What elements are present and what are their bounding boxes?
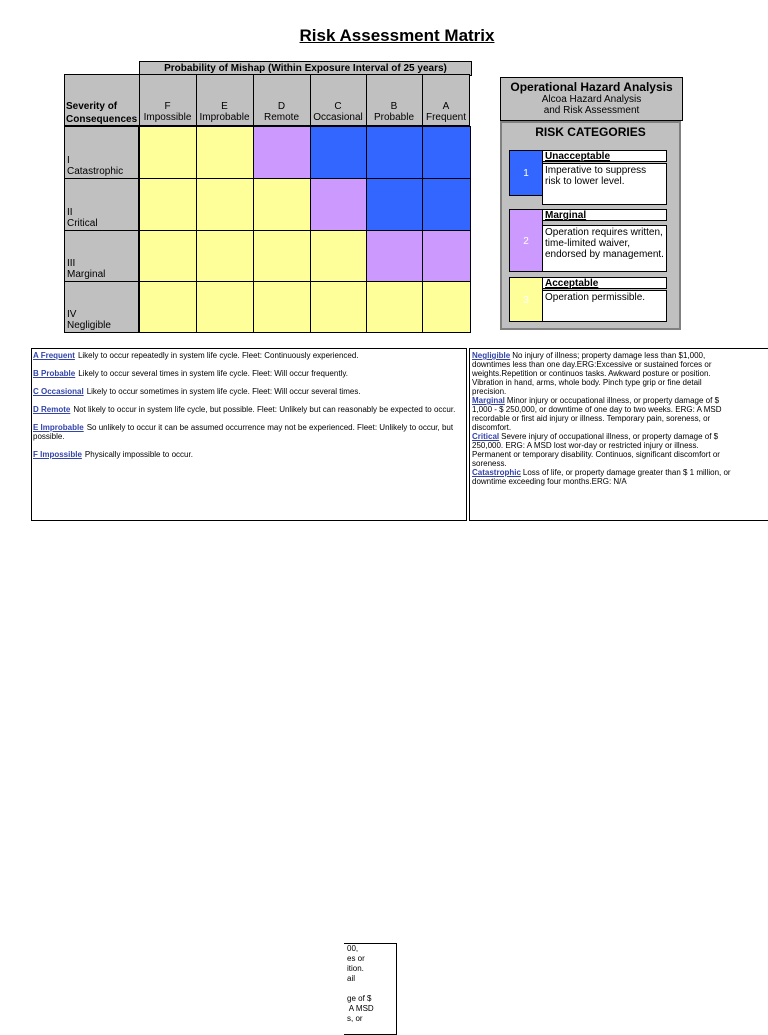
probability-definition [33, 423, 466, 441]
category-2-swatch: 2 [509, 209, 543, 272]
severity-header-line1: Severity of [66, 101, 118, 112]
matrix-cell [310, 230, 367, 282]
category-3-label: Acceptable [542, 277, 667, 289]
matrix-cell [422, 230, 471, 282]
column-letter: B [390, 101, 398, 112]
fragment-line: ition. [347, 964, 364, 973]
matrix-cell [366, 178, 423, 231]
matrix-cell [253, 178, 311, 231]
severity-header-line2: Consequences [66, 114, 138, 125]
severity-definitions [469, 348, 768, 521]
definition-text: Minor injury or occupational illness, or property damage of $ 1,000 - $ 250,000, or downtime of one day to two weeks. ERG: A MSD recordable or first aid injury or illness. Temporary pain, soreness, or discomfort. [472, 396, 722, 432]
column-letter: C [334, 101, 342, 112]
category-1-desc: Imperative to suppress risk to lower level. [542, 163, 667, 205]
matrix-cell [366, 281, 423, 333]
probability-definition [33, 387, 466, 396]
row-label: I Catastrophic [67, 155, 124, 177]
overflow-fragment [344, 943, 397, 1035]
definition-text: Not likely to occur in system life cycle, but possible. Fleet: Unlikely but can reasonably be expected to occur. [73, 405, 456, 414]
probability-definition [33, 405, 466, 414]
matrix-cell [310, 126, 367, 179]
severity-header [66, 100, 137, 126]
column-divider [366, 74, 367, 126]
category-2-label: Marginal [542, 209, 667, 221]
column-name: Occasional [313, 112, 363, 123]
oha-box [500, 77, 683, 121]
column-divider [196, 74, 197, 126]
oha-subtitle-1: Alcoa Hazard Analysis [541, 94, 642, 105]
matrix-cell [366, 230, 423, 282]
matrix-cell [422, 281, 471, 333]
matrix-cell [366, 126, 423, 179]
column-name: Remote [263, 112, 299, 123]
fragment-line: es or [347, 954, 365, 963]
fragment-line: s, or [347, 1014, 363, 1023]
row-header-catastrophic [64, 126, 139, 179]
definition-term: C Occasional [33, 387, 84, 396]
matrix-cell [139, 178, 197, 231]
page-title: Risk Assessment Matrix [299, 26, 495, 45]
definition-text: No injury of illness; property damage less than $1,000, downtimes less than one day.ERG:Excessive or sustained forces or weights.Repetition or continuos tasks. Awkward posture or position. Vibration in hand, arms, whole body. Pinch type grip or fine detail precision. [472, 351, 712, 396]
matrix-cell [139, 126, 197, 179]
definition-term: A Frequent [33, 351, 75, 360]
definition-term: Negligible [472, 351, 511, 360]
severity-definition [472, 468, 732, 486]
probability-definitions [31, 348, 467, 521]
definition-text: Likely to occur repeatedly in system life cycle. Fleet: Continuously experienced. [77, 351, 359, 360]
matrix-cell [422, 178, 471, 231]
column-header-improbable [196, 101, 253, 123]
probability-header: Probability of Mishap (Within Exposure Interval of 25 years) [139, 61, 472, 76]
matrix-cell [139, 230, 197, 282]
probability-definition [33, 369, 466, 378]
category-2-desc: Operation requires written, time-limited waiver, endorsed by management. [542, 225, 667, 272]
matrix-cell [310, 281, 367, 333]
matrix-cell [422, 126, 471, 179]
column-divider [253, 74, 254, 126]
column-divider [310, 74, 311, 126]
matrix-cell [253, 230, 311, 282]
definition-text: So unlikely to occur it can be assumed occurrence may not be experienced. Fleet: Unlikely to occur, but possible. [33, 423, 454, 441]
matrix-cell [253, 281, 311, 333]
risk-categories-title: RISK CATEGORIES [535, 125, 646, 139]
definition-term: F Impossible [33, 450, 82, 459]
column-letter: A [442, 101, 450, 112]
row-header-negligible [64, 281, 139, 333]
definition-text: Likely to occur sometimes in system life cycle. Fleet: Will occur several times. [86, 387, 361, 396]
matrix-cell [139, 281, 197, 333]
fragment-line: 00, [347, 944, 359, 953]
category-3-swatch: 3 [509, 277, 543, 322]
severity-definition [472, 396, 732, 432]
matrix-cell [196, 126, 254, 179]
column-name: Probable [373, 112, 415, 123]
column-header-impossible [139, 101, 196, 123]
category-3-desc: Operation permissible. [542, 290, 667, 322]
category-1-label: Unacceptable [542, 150, 667, 162]
definition-term: Catastrophic [472, 468, 521, 477]
category-1-swatch: 1 [509, 150, 543, 196]
definition-text: Likely to occur several times in system life cycle. Fleet: Will occur frequently. [78, 369, 348, 378]
definition-term: B Probable [33, 369, 76, 378]
oha-subtitle-2: and Risk Assessment [543, 105, 640, 116]
column-name: Impossible [143, 112, 192, 123]
column-header-frequent [422, 101, 470, 123]
column-header-probable [366, 101, 422, 123]
fragment-line: ge of $ [347, 994, 372, 1003]
fragment-line: ail [347, 974, 356, 983]
column-header-remote [253, 101, 310, 123]
definition-term: D Remote [33, 405, 71, 414]
row-label: IV Negligible [67, 309, 111, 331]
oha-title: Operational Hazard Analysis [510, 80, 673, 94]
matrix-cell [196, 230, 254, 282]
row-header-marginal [64, 230, 139, 282]
probability-definition [33, 450, 466, 459]
definition-term: Critical [472, 432, 500, 441]
row-header-critical [64, 178, 139, 231]
column-divider [139, 74, 140, 126]
definition-text: Severe injury of occupational illness, or property damage of $ 250,000. ERG: A MSD lost wor-day or restricted injury or illness. Permanent or temporary disability. Continuos, significant discomfort or soreness. [472, 432, 720, 468]
column-divider [422, 74, 423, 126]
column-name: Frequent [425, 112, 467, 123]
definition-term: Marginal [472, 396, 505, 405]
fragment-line [344, 984, 396, 994]
definition-text: Physically impossible to occur. [84, 450, 193, 459]
row-label: III Marginal [67, 258, 106, 280]
column-letter: F [164, 101, 171, 112]
severity-definition [472, 432, 732, 468]
column-header-occasional [310, 101, 366, 123]
severity-definition [472, 351, 732, 396]
column-name: Improbable [199, 112, 250, 123]
probability-definition [33, 351, 466, 360]
fragment-line: A MSD [347, 1004, 374, 1013]
definition-text: Loss of life, or property damage greater than $ 1 million, or downtime exceeding four months.ERG: N/A [472, 468, 731, 486]
column-letter: D [277, 101, 286, 112]
matrix-cell [196, 178, 254, 231]
matrix-cell [310, 178, 367, 231]
row-label: II Critical [67, 207, 98, 229]
column-letter: E [221, 101, 228, 112]
definition-term: E Improbable [33, 423, 84, 432]
matrix-cell [253, 126, 311, 179]
matrix-cell [196, 281, 254, 333]
